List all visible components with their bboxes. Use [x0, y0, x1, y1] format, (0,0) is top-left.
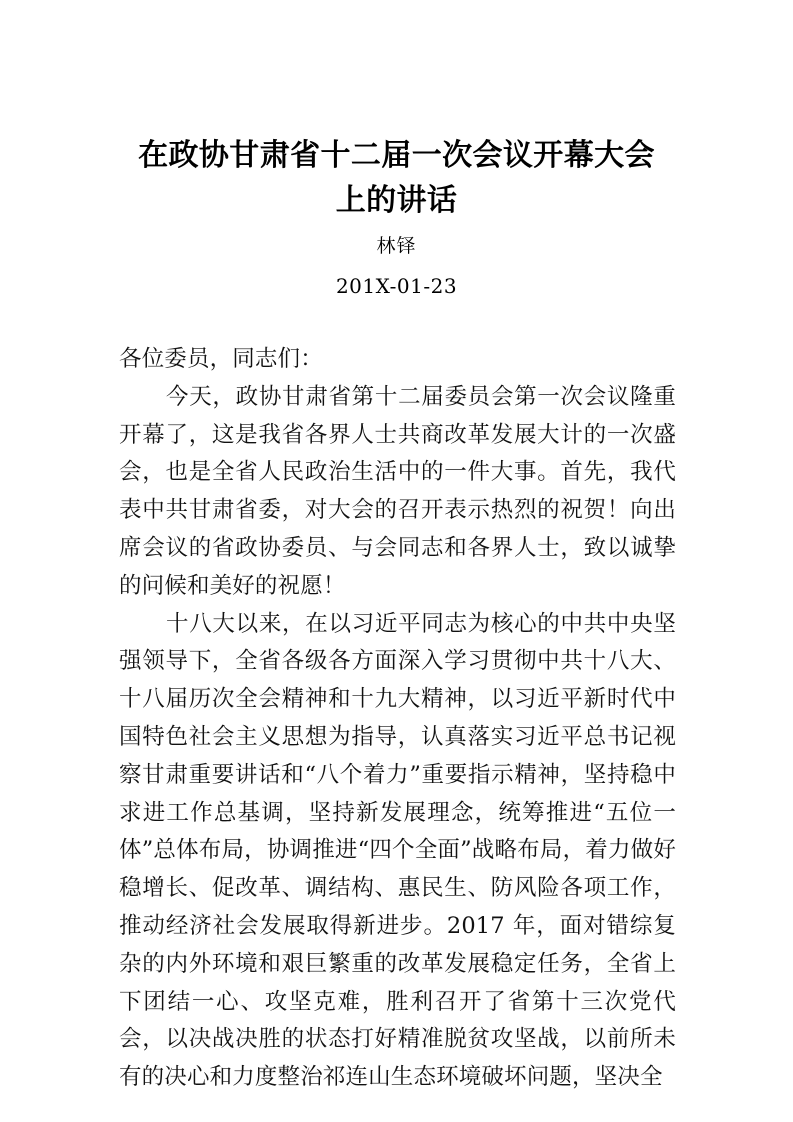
body-paragraph: 十八大以来，在以习近平同志为核心的中共中央坚强领导下，全省各级各方面深入学习贯彻中共十八大、十八届历次全会精神和十九大精神，以习近平新时代中国特色社会主义思想为指导，认真落实习近平总书记视察甘肃重要讲话和“八个着力”重要指示精神，坚持稳中求进工作总基调，坚持新发展理念，统筹推进“五位一体”总体布局，协调推进“四个全面”战略布局，着力做好稳增长、促改革、调结构、惠民生、防风险各项工作，推动经济社会发展取得新进步。2017 年，面对错综复杂的内外环境和艰巨繁重的改革发展稳定任务，全省上下团结一心、攻坚克难，胜利召开了省第十三次党代会，以决战决胜的状态打好精准脱贫攻坚战，以前所未有的决心和力度整治祁连山生态环境破坏问题，坚决全	[119, 610, 676, 1091]
title-block	[100, 133, 693, 223]
document-body	[119, 341, 676, 1097]
page-title: 在政协甘肃省十二届一次会议开幕大会上的讲话	[138, 138, 655, 218]
document-author: 林铎	[376, 235, 417, 257]
body-paragraph: 今天，政协甘肃省第十二届委员会第一次会议隆重开幕了，这是我省各界人士共商改革发展大计的一次盛会，也是全省人民政治生活中的一件大事。首先，我代表中共甘肃省委，对大会的召开表示热烈的祝贺！向出席会议的省政协委员、与会同志和各界人士，致以诚挚的问候和美好的祝愿！	[119, 383, 676, 599]
document-date: 201X-01-23	[335, 274, 458, 298]
salutation-paragraph: 各位委员，同志们：	[119, 346, 323, 372]
